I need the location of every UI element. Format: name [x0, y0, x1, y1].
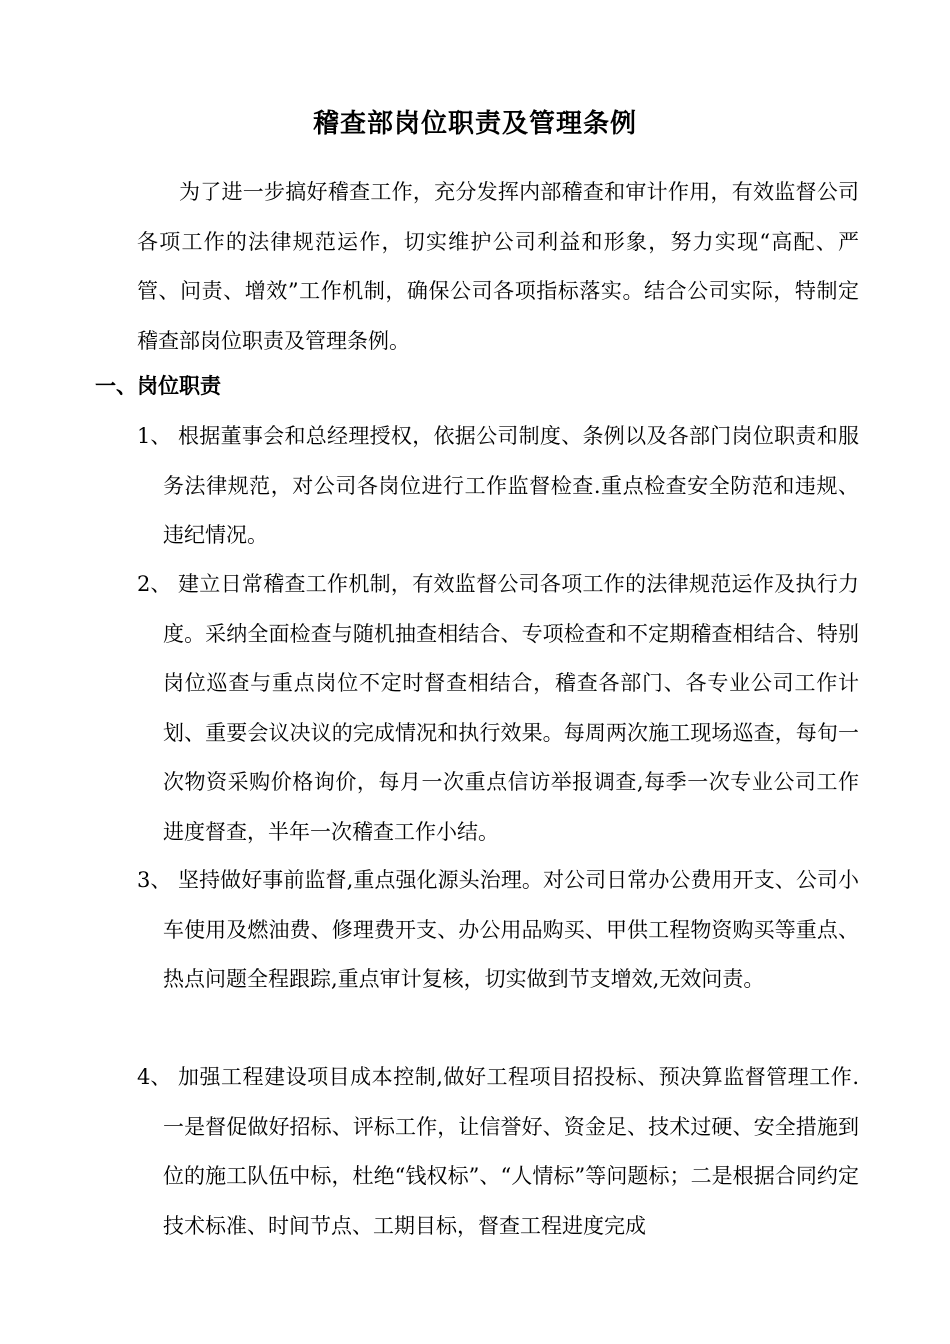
list-item-text: 根据董事会和总经理授权，依据公司制度、条例以及各部门岗位职责和服务法律规范，对公司各岗位进行工作监督检查.重点检查安全防范和违规、违纪情况。: [163, 424, 859, 547]
list-item-number: 4、: [137, 1065, 172, 1089]
list-item-number: 2、: [137, 572, 172, 596]
list-item-text: 坚持做好事前监督,重点强化源头治理。对公司日常办公费用开支、公司小车使用及燃油费、修理费开支、办公用品购买、甲供工程物资购买等重点、热点问题全程跟踪,重点审计复核，切实做到节支增效,无效问责。: [163, 868, 859, 991]
list-item-text: 加强工程建设项目成本控制,做好工程项目招投标、预决算监督管理工作.一是督促做好招标、评标工作，让信誉好、资金足、技术过硬、安全措施到位的施工队伍中标，杜绝“钱权标”、“人情标”等问题标；二是根据合同约定技术标准、时间节点、工期目标，督查工程进度完成: [163, 1065, 859, 1238]
list-item-text: 建立日常稽查工作机制，有效监督公司各项工作的法律规范运作及执行力度。采纳全面检查与随机抽查相结合、专项检查和不定期稽查相结合、特别岗位巡查与重点岗位不定时督查相结合，稽查各部门、各专业公司工作计划、重要会议决议的完成情况和执行效果。每周两次施工现场巡查，每旬一次物资采购价格询价，每月一次重点信访举报调查,每季一次专业公司工作进度督查，半年一次稽查工作小结。: [163, 572, 859, 844]
document-title: 稽查部岗位职责及管理条例: [312, 109, 637, 139]
list-item: [137, 412, 859, 561]
list-item: [137, 1053, 859, 1251]
list-item: [137, 560, 859, 857]
list-item-number: 3、: [137, 868, 172, 892]
list-item: [137, 856, 859, 1005]
list-item-number: 1、: [137, 424, 172, 448]
intro-paragraph: 为了进一步搞好稽查工作，充分发挥内部稽查和审计作用，有效监督公司各项工作的法律规范运作，切实维护公司利益和形象，努力实现“高配、严管、问责、增效”工作机制，确保公司各项指标落实。结合公司实际，特制定稽查部岗位职责及管理条例。: [137, 180, 859, 353]
section-heading-job-duties: 一、岗位职责: [95, 373, 221, 398]
